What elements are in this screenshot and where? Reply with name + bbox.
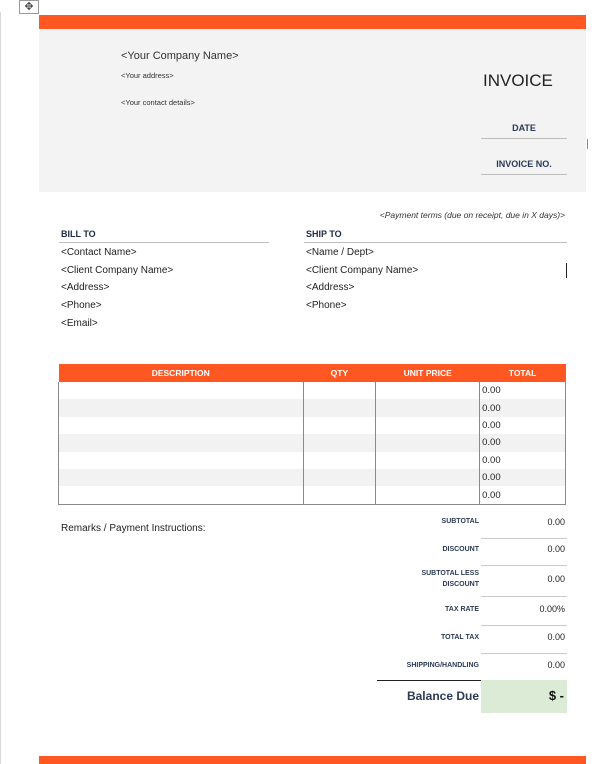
date-label: DATE [512, 123, 536, 133]
discount-divider [481, 565, 567, 566]
subtotal-label: SUBTOTAL [441, 518, 479, 525]
table-row [59, 469, 566, 486]
subtotal-less-discount-label-line2: DISCOUNT [442, 581, 479, 588]
remarks-label[interactable]: Remarks / Payment Instructions: [61, 523, 206, 534]
ship-to-address[interactable]: <Address> [306, 282, 355, 293]
unit-price-cell[interactable] [376, 452, 480, 469]
qty-cell[interactable] [303, 434, 376, 451]
table-row [59, 486, 566, 504]
ship-to-heading: SHIP TO [306, 229, 342, 239]
bill-to-phone[interactable]: <Phone> [61, 300, 102, 311]
company-contact[interactable]: <Your contact details> [121, 98, 195, 107]
subtotal-divider [481, 538, 567, 539]
qty-cell[interactable] [303, 452, 376, 469]
qty-cell[interactable] [303, 417, 376, 434]
invoice-title: INVOICE [483, 71, 553, 90]
description-cell[interactable] [59, 399, 304, 416]
invoice-no-label: INVOICE NO. [496, 159, 552, 169]
text-cursor-mark [587, 139, 588, 149]
description-cell[interactable] [59, 382, 304, 399]
shipping-value[interactable]: 0.00 [547, 660, 565, 670]
bottom-accent-bar [39, 756, 586, 764]
discount-value[interactable]: 0.00 [547, 544, 565, 554]
unit-price-cell[interactable] [376, 486, 480, 504]
bill-to-contact-name[interactable]: <Contact Name> [61, 247, 137, 258]
subtotal-value[interactable]: 0.00 [547, 517, 565, 527]
table-row [59, 434, 566, 451]
bill-to-email[interactable]: <Email> [61, 318, 98, 329]
subtotal-less-discount-value[interactable]: 0.00 [547, 574, 565, 584]
table-row [59, 417, 566, 434]
total-tax-label: TOTAL TAX [441, 634, 479, 641]
tax-rate-divider [481, 625, 567, 626]
line-items-table [58, 364, 566, 505]
ship-to-underline [304, 242, 567, 243]
unit-price-cell[interactable] [376, 417, 480, 434]
subtotal-less-divider [481, 596, 567, 597]
discount-label: DISCOUNT [442, 546, 479, 553]
table-row [59, 399, 566, 416]
subtotal-less-discount-label-line1: SUBTOTAL LESS [421, 570, 479, 577]
bill-to-company[interactable]: <Client Company Name> [61, 265, 174, 276]
payment-terms[interactable]: <Payment terms (due on receipt, due in X days)> [379, 210, 565, 220]
ship-to-company[interactable]: <Client Company Name> [306, 265, 419, 276]
col-header-qty: QTY [303, 364, 376, 382]
bill-to-heading: BILL TO [61, 229, 96, 239]
total-tax-divider [481, 653, 567, 654]
table-row [59, 382, 566, 399]
col-header-total: TOTAL [480, 364, 566, 382]
total-cell[interactable]: 0.00 [480, 382, 566, 399]
ship-to-name[interactable]: <Name / Dept> [306, 247, 374, 258]
date-underline [481, 138, 567, 139]
qty-cell[interactable] [303, 486, 376, 504]
total-cell[interactable]: 0.00 [480, 452, 566, 469]
company-name[interactable]: <Your Company Name> [121, 50, 239, 62]
text-cursor [566, 263, 567, 278]
ship-to-phone[interactable]: <Phone> [306, 300, 347, 311]
total-cell[interactable]: 0.00 [480, 417, 566, 434]
total-cell[interactable]: 0.00 [480, 486, 566, 504]
table-row [59, 452, 566, 469]
unit-price-cell[interactable] [376, 399, 480, 416]
total-tax-value[interactable]: 0.00 [547, 632, 565, 642]
table-move-handle[interactable]: ✥ [19, 0, 39, 14]
total-cell[interactable]: 0.00 [480, 434, 566, 451]
bill-to-address[interactable]: <Address> [61, 282, 110, 293]
invoice-no-underline [481, 174, 567, 175]
description-cell[interactable] [59, 469, 304, 486]
bill-to-underline [59, 242, 269, 243]
col-header-unit-price: UNIT PRICE [376, 364, 480, 382]
tax-rate-label: TAX RATE [445, 606, 479, 613]
total-cell[interactable]: 0.00 [480, 399, 566, 416]
unit-price-cell[interactable] [376, 382, 480, 399]
description-cell[interactable] [59, 452, 304, 469]
description-cell[interactable] [59, 486, 304, 504]
top-accent-bar [39, 15, 586, 29]
qty-cell[interactable] [303, 382, 376, 399]
unit-price-cell[interactable] [376, 469, 480, 486]
balance-due-label: Balance Due [406, 689, 479, 703]
table-header-row [59, 364, 566, 382]
qty-cell[interactable] [303, 399, 376, 416]
company-address[interactable]: <Your address> [121, 71, 174, 80]
balance-due-value[interactable]: $ - [548, 688, 564, 703]
description-cell[interactable] [59, 434, 304, 451]
shipping-label: SHIPPING/HANDLING [406, 662, 479, 669]
tax-rate-value[interactable]: 0.00% [539, 604, 565, 614]
page-edge [0, 12, 1, 764]
total-cell[interactable]: 0.00 [480, 469, 566, 486]
qty-cell[interactable] [303, 469, 376, 486]
col-header-description: DESCRIPTION [59, 364, 304, 382]
description-cell[interactable] [59, 417, 304, 434]
unit-price-cell[interactable] [376, 434, 480, 451]
